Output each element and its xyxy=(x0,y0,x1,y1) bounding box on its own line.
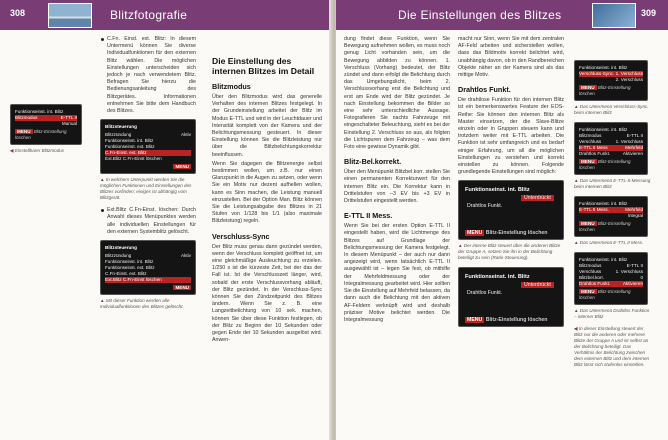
subheading: Drahtlos Funkt. xyxy=(458,85,511,95)
right-column-1 xyxy=(344,36,450,326)
menu-footer: MENU Blitz-Einstellung löschen xyxy=(15,129,67,140)
paragraph: Wenn Sie dagegen die Blitzenergie selbst bestimmen wollen, um z.B. nur einen Glanzpunkt in die Augen zu setzen, oder wenn Sie ein Motiv nur dezent aufhellen wollen, kann es Sinn machen, die Leistung manuell einzustellen. Bei der Option Man. Blitz können Sie die Leistungsabgabe des Blitzes in 21 Stufen von 1/128 bis 1/1 (also maximale Blitzleistung) regeln. xyxy=(212,160,322,225)
paragraph: Über den Menüpunkt Blitzbel.korr. stellen Sie einen permanenten Korrekturwert für den internen Blitz ein. Die Korrektur kann in Drittelstufen von –3 EV bis +3 EV in Drittelstufen eingestellt werden. xyxy=(344,169,450,205)
menu-row: Funktionseinst. ext. Blitz xyxy=(105,144,155,150)
camera-menu-screenshot: Funktionseinst. int. Blitz Blitzmodus E-TTL II Verschluss 1. Verschluss E-TTL II Mess Mehrfeld Drahtlos Funkt. Aktivieren MENU Blitz-Einstellung löschen xyxy=(574,122,648,175)
menu-row: C.Fn-Einst. ext. Blitz xyxy=(105,150,191,156)
paragraph: Über den Blitzmodus wird das generelle Verhalten des internen Blitzes festgelegt. In der Grundeinstellung arbeitet der Blitz im Modus E-TTL und wird in der Leuchtdauer und Intensität komplett von der Kamera und der Belichtungsmessung gesteuert. In dieser Einstellung können Sie die Blitzleistung nur über die Blitzbelichtungskorrektur beeinflussen. xyxy=(212,94,322,158)
subheading: Blitzmodus xyxy=(212,82,251,91)
subheading: E-TTL II Mess. xyxy=(344,211,393,221)
figure-caption: ◀ Einstellbarer Blitzmodus xyxy=(10,148,65,153)
arrow-marker-icon: ▲ xyxy=(574,178,579,183)
left-column-2 xyxy=(212,36,322,347)
arrow-marker-icon: ▲ xyxy=(574,104,579,109)
menu-row: Ext.Blitz C.Fn-Einst löschen xyxy=(105,156,162,162)
right-sidebar xyxy=(574,56,652,368)
paragraph: dung findet diese Funktion, wenn Sie Bewegung aufnehmen wollen, es muss noch genug Licht vorhanden sein, um die Bewegung abbilden zu können. 1. Verschluss (Vorhang) bedeutet, der Blitz zündet und dann erfolgt die Belichtung durch das Umgebungslicht, beim 2. Verschlussvorhang erst die Belichtung und erst am Ende wird der Blitz gezündet. Je nach Einstellung bekommen die Bilder so eine sehr unterschiedliche Aussage. Fotografieren Sie nachts Fahrzeuge mit eingeschalteter Beleuchtung, sieht es bei der Einstellung 2. Verschluss so aus, als folgten die Lichtspuren dem Fahrzeug – was dem Foto eine gewisse Dynamik gibt. xyxy=(344,36,450,151)
paragraph: Wenn Sie bei der ersten Option E-TTL II eingestellt haben, wird die Lichtmenge des Blitzes auf Grundlage der Belichtungsmessung der Kamera festgelegt. In diesem Menüpunkt – der auch nur dann angezeigt wird, wenn tatsächlich E-TTL II ausgewählt ist – legen Sie fest, ob mithilfe der Mehrfeldmessung oder der Integralmessung gearbeitet wird. Hier sollten Sie die Einstellung auf Mehrfeld belassen, da dann auch die Belichtung mit den aktiven AF-Feldern verknüpft wird und deshalb präziser Motive belichtet werden. Die Integralmessung xyxy=(344,223,451,323)
paragraph: macht nur Sinn, wenn Sie mit dem zentralen AF-Feld arbeiten und sicherstellen wollen, dass das Bildmotiv korrekt belichtet wird, unabhängig davon, ob in den Randbereichen Objekte näher an der Kamera sind als das mittige Motiv. xyxy=(458,36,564,79)
figure-caption: ▲ In welchem Unterpunkt werden Sie die möglichen Funktionen und Einstellungen des Blitzes vorfinden; einiges ist abhängig vom Blitzgerät. xyxy=(100,177,192,201)
page-number: 308 xyxy=(10,8,26,18)
arrow-marker-icon: ◀ xyxy=(574,326,578,331)
figure-caption: ▲ Der interne Blitz steuert über die anderen Blitze der Gruppe A, setzen Sie ihn in der Belichtung beteiligt zu sein (Ratio-Steuerung). xyxy=(458,243,561,261)
paragraph: Der Blitz muss genau dann gezündet werden, wenn der Verschluss komplett geöffnet ist, um eine gleichmäßige Ausleuchtung zu erzielen. 1/250 s ist die kürzeste Zeit, bei der das der Fall ist. Ist die Verschlusszeit länger, wird, sobald der erste Verschlussvorhang abläuft, der Blitz gezündet. In der Verschluss-Sync können Sie den Zündzeitpunkt des Blitzes ändern. Wenn Sie z. B. eine Langzeitbelichtung von 10 sek. machen, können Sie über diese Funktion festlegen, ob der Blitz zu Beginn der 10 Sekunden oder gegen Ende der 10 Sekunden ausgelöst wird. Anwen- xyxy=(212,243,322,344)
left-sidebar xyxy=(10,100,82,160)
figure-caption: ◀ In dieser Einstellung steuert der Blitz nur die anderen oder mehrere Blitze der Gruppe A und ist selbst an der Belichtung beteiligt. Das Verhältnis der Belichtung zwischen dem externen Blitz und dem internen Blitz lässt sich stufenlos einstellen. xyxy=(574,326,650,367)
camera-menu-screenshot: Funktionseinst. int. Blitz E-TTL II Mess. Mehrfeld Integral MENU Blitz-Einstellung löschen xyxy=(574,196,648,237)
menu-row: Funktionseinst. ext. Blitz xyxy=(105,265,155,271)
arrow-marker-icon: ▲ xyxy=(458,243,463,249)
subheading: Blitz-Bel.korrekt. xyxy=(344,157,402,167)
bullet-paragraph: Ext.Blitz C.Fn-Einst. löschen: Durch Anwahl dieses Menüpunktes werden alle individuellen Einstellungen für den externen Systemblitz gelöscht. xyxy=(100,207,196,236)
header-photo-seagull xyxy=(48,3,92,28)
right-page-header xyxy=(336,0,668,30)
menu-row: Manual xyxy=(61,121,77,126)
figure-caption: ▲ Das Untermenü E-TTL II Mess. xyxy=(574,240,644,245)
menu-row: Blitzzündung Aktiv xyxy=(105,253,191,259)
menu-row: Ext.Blitz C.Fn-Einst löschen xyxy=(105,277,191,283)
arrow-marker-icon: ◀ xyxy=(10,148,14,153)
section-heading: Die Einstellung des internen Blitzes im Detail xyxy=(212,56,315,76)
camera-menu-screenshot: Blitzsteuerung Blitzzündung Aktiv Funktionseinst. int. Blitz Funktionseinst. ext. Blitz C.Fn-Einst. ext. Blitz Ext.Blitz C.Fn-Einst löschen MENU xyxy=(100,119,196,174)
left-page xyxy=(0,0,332,440)
header-photo-seagull xyxy=(592,3,636,28)
camera-menu-screenshot: Funktionseinst. int. Blitz Verschluss-Sync. 1. Verschluss 2. Verschluss MENU Blitz-Einstellung löschen xyxy=(574,60,648,101)
menu-row: Blitzzündung Aktiv xyxy=(105,132,191,138)
camera-menu-screenshot: Funktionseinst. int. Blitz Drahtlos Funkt. Unterdrückt MENU Blitz-Einstellung löschen xyxy=(458,267,564,327)
figure-caption: ▲ Das Untermenü Drahtlos Funktion – interner Blitz xyxy=(574,308,650,319)
figure-caption: ▲ Das Untermenü E-TTL-II-Messung beim internen Blitz xyxy=(574,178,651,189)
right-page xyxy=(336,0,668,440)
left-page-header xyxy=(0,0,332,30)
arrow-marker-icon: ▲ xyxy=(100,177,105,183)
right-column-2 xyxy=(458,36,564,327)
camera-menu-screenshot: Funktionseinst. int. Blitz Blitzmodus E-TTL II Verschluss 1. Verschluss Blitzbel.korr. 0 Drahtlos Funkt. Aktivieren MENU Blitz-Einstellung löschen xyxy=(574,252,648,305)
camera-menu-screenshot: Blitzsteuerung Blitzzündung Aktiv Funktionseinst. int. Blitz Funktionseinst. ext. Blitz C.Fn-Einst. ext. Blitz Ext.Blitz C.Fn-Einst löschen MENU xyxy=(100,240,196,295)
figure-caption: ▲ Das Untermenü Verschluss-Sync. beim internen Blitz xyxy=(574,104,649,115)
menu-row: Funktionseinst. int. Blitz xyxy=(15,109,64,114)
menu-row: Funktionseinst. int. Blitz xyxy=(105,138,154,144)
menu-row: Funktionseinst. int. Blitz xyxy=(105,259,154,265)
running-title: Die Einstellungen des Blitzes xyxy=(398,8,562,22)
page-number: 309 xyxy=(640,8,656,18)
left-column-1 xyxy=(100,36,196,316)
bullet-paragraph: C.Fn. Einst. ext. Blitz: In diesem Untermenü können Sie diverse Individualfunktionen für den externen Blitz wählen. Die möglichen Einstellungen unterscheiden sich jedoch je nach verwendetem Blitz. Befragen Sie hierzu die Bedienungsanleitung des Blitzgerätes. Informationen entnehmen Sie bitte dem Handbuch des Blitzes. xyxy=(100,36,196,115)
menu-row: C.Fn-Einst. ext. Blitz xyxy=(105,271,147,277)
arrow-marker-icon: ▲ xyxy=(574,308,579,313)
figure-caption: ▲ Mit dieser Funktion werden alle Individualfunktionen des Blitzes gelöscht. xyxy=(100,298,184,310)
paragraph: Die drahtlose Funktion für den internen Blitz ist ein bemerkenswertes Feature der EOS-Reihe: Sie können den internen Blitz als Master einsetzen, der die Slave-Blitze einzeln oder in Gruppen steuern kann und trotzdem weiter mit E-TTL arbeiten. Die Funktion ist sehr umfangreich und es bedarf einiger Erfahrung, um all die möglichen Einstellungen zu verstehen und korrekt einstellen zu können. Folgende grundlegende Einstellungen sind möglich: xyxy=(458,97,564,176)
running-title: Blitzfotografie xyxy=(110,8,188,22)
arrow-marker-icon: ▲ xyxy=(574,240,579,245)
camera-menu-screenshot xyxy=(10,104,82,145)
menu-row: Blitzmodus E-TTL II xyxy=(15,115,77,120)
subheading: Verschluss-Sync xyxy=(212,231,270,241)
arrow-marker-icon: ▲ xyxy=(100,298,105,304)
camera-menu-screenshot: Funktionseinst. int. Blitz Drahtlos Funkt. Unterdrückt MENU Blitz-Einstellung löschen xyxy=(458,180,564,240)
